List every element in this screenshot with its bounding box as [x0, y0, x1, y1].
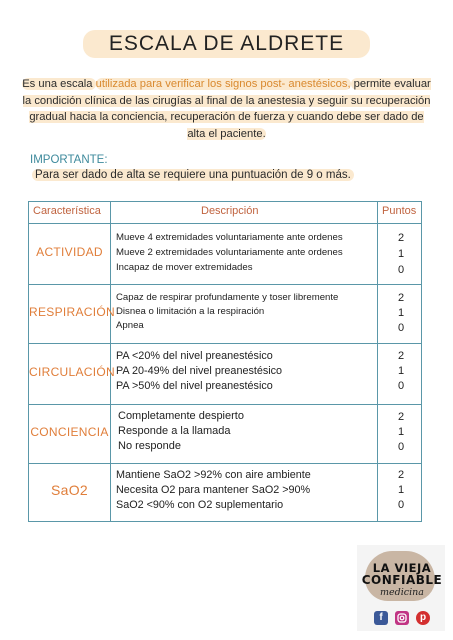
- row-description: [116, 291, 338, 333]
- description-item: PA <20% del nivel preanestésico: [116, 350, 273, 362]
- description-item: Necesita O2 para mantener SaO2 >90%: [116, 484, 311, 496]
- brand-logo: [357, 545, 445, 631]
- header-description: Descripción: [201, 205, 259, 217]
- row-description: [116, 349, 282, 394]
- description-item: PA >50% del nivel preanestésico: [116, 380, 273, 392]
- logo-line1: LA VIEJA: [372, 561, 432, 575]
- row-description: [118, 409, 244, 454]
- table-row: [29, 223, 421, 285]
- point-value: 2: [397, 469, 405, 481]
- point-value: 2: [397, 232, 405, 244]
- row-name: RESPIRACIÓN: [29, 305, 115, 319]
- point-value: 0: [397, 264, 405, 276]
- intro-paragraph: [20, 76, 433, 142]
- page-title: ESCALA DE ALDRETE: [83, 30, 370, 58]
- aldrete-table: [28, 201, 422, 522]
- intro-highlight: utilizada para verificar los signos post- anestésicos,: [95, 78, 351, 90]
- point-value: 1: [397, 426, 405, 438]
- point-value: 1: [397, 365, 405, 377]
- row-points: [379, 410, 423, 455]
- point-value: 0: [397, 499, 405, 511]
- row-name: CONCIENCIA: [30, 425, 109, 439]
- point-value: 0: [397, 380, 405, 392]
- point-value: 2: [397, 350, 405, 362]
- description-item: Capaz de respirar profundamente y toser libremente: [116, 292, 339, 303]
- row-points: [379, 230, 423, 278]
- instagram-icon[interactable]: [395, 611, 409, 625]
- logo-line2: CONFIABLE: [361, 573, 443, 587]
- point-value: 2: [397, 411, 405, 423]
- description-item: Incapaz de mover extremidades: [116, 262, 253, 273]
- description-item: Completamente despierto: [118, 410, 244, 422]
- description-item: Disnea o limitación a la respiración: [116, 306, 265, 317]
- table-row: [29, 284, 421, 344]
- description-item: Responde a la llamada: [118, 425, 231, 437]
- description-item: Mueve 2 extremidades voluntariamente ante ordenes: [116, 247, 343, 258]
- description-item: Mantiene SaO2 >92% con aire ambiente: [116, 469, 311, 481]
- table-row: [29, 404, 421, 464]
- row-name: CIRCULACIÓN: [29, 365, 115, 379]
- row-name: SaO2: [51, 482, 88, 498]
- point-value: 0: [397, 322, 405, 334]
- point-value: 1: [397, 248, 405, 260]
- row-description: [116, 230, 343, 275]
- important-text: Para ser dado de alta se requiere una puntuación de 9 o más.: [32, 169, 354, 181]
- intro-part1: Es una escala: [22, 78, 96, 90]
- table-header: [29, 202, 421, 224]
- point-value: 1: [397, 484, 405, 496]
- description-item: PA 20-49% del nivel preanestésico: [116, 365, 283, 377]
- point-value: 0: [397, 441, 405, 453]
- row-points: [379, 291, 423, 336]
- facebook-icon[interactable]: f: [374, 611, 388, 625]
- description-item: No responde: [118, 440, 181, 452]
- intro-part2: permite evaluar la condición clínica de las cirugías al final de la anestesia y seguir su recuperación gradual hacia la conciencia, recuperación de fuerza y cuando debe ser dado de alta el paciente.: [22, 78, 431, 140]
- important-text-wrap: [28, 168, 358, 182]
- description-item: Mueve 4 extremidades voluntariamente ante ordenes: [116, 232, 343, 243]
- table-row: [29, 343, 421, 405]
- row-points: [379, 349, 423, 394]
- logo-line3: medicina: [380, 587, 424, 598]
- table-row: [29, 463, 421, 521]
- point-value: 2: [397, 292, 405, 304]
- description-item: Apnea: [116, 320, 144, 331]
- row-points: [379, 468, 423, 513]
- title-wrap: [0, 30, 453, 58]
- row-name: ACTIVIDAD: [36, 245, 103, 259]
- header-points: Puntos: [382, 205, 417, 217]
- description-item: SaO2 <90% con O2 suplementario: [116, 499, 284, 511]
- pinterest-icon[interactable]: p: [416, 611, 430, 625]
- important-label: IMPORTANTE:: [30, 154, 108, 166]
- header-characteristic: Característica: [33, 205, 101, 217]
- point-value: 1: [397, 307, 405, 319]
- row-description: [116, 468, 311, 513]
